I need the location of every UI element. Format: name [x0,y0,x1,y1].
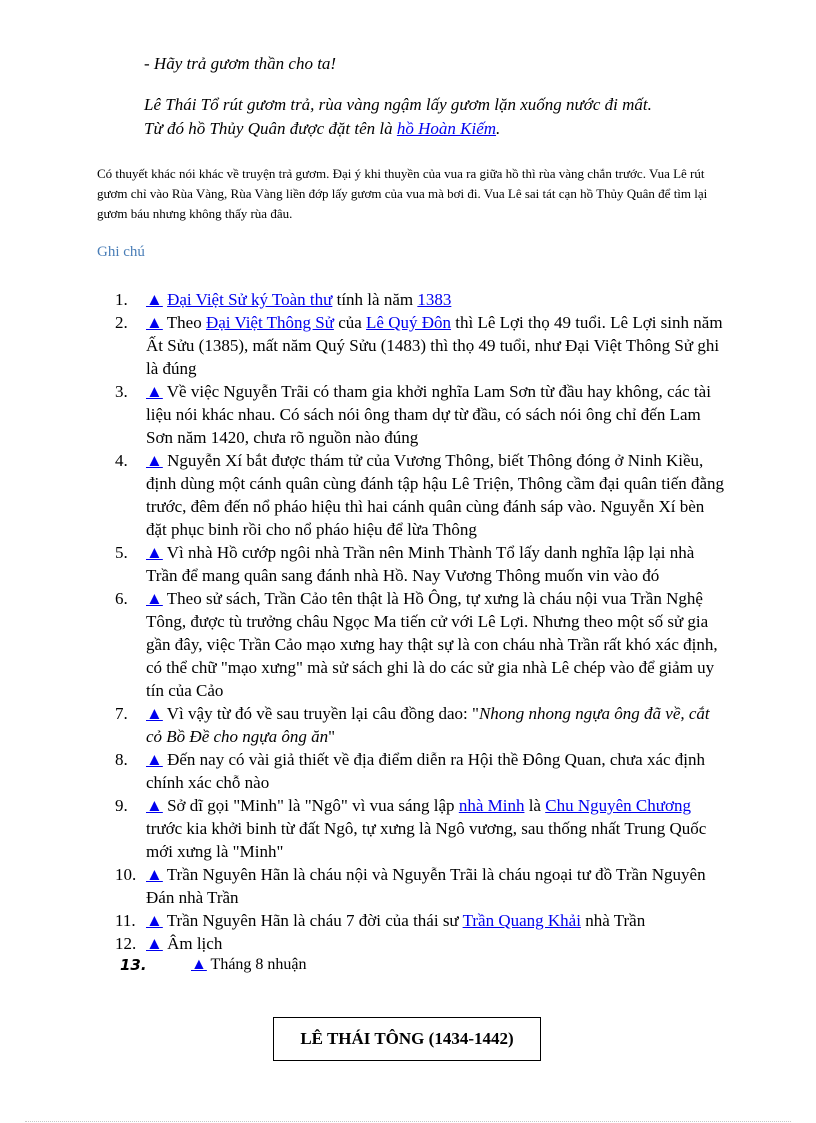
note-text: Âm lịch [162,934,223,953]
note-12 [115,932,725,955]
note-number: 3. [115,382,128,401]
page-bottom-divider [25,1121,791,1122]
section-title-box: LÊ THÁI TÔNG (1434-1442) [273,1017,541,1061]
note-2 [115,311,725,380]
back-arrow-icon[interactable]: ▲ [146,934,163,953]
note-text: Về việc Nguyễn Trãi có tham gia khởi nghĩa Lam Sơn từ đầu hay không, các tài liệu nói khác nhau. Có sách nói ông tham dự từ đầu, có sách nói ông chỉ đến Lam Sơn năm 1420, chưa rõ nguồn nào đúng [146,382,711,447]
note-number: 1. [115,290,128,309]
note-8 [115,748,725,794]
quote-text-c: . [496,119,501,138]
back-arrow-icon[interactable]: ▲ [146,313,163,332]
quote-line-1: - Hãy trả gươm thần cho ta! [144,54,337,73]
note-text: Sở dĩ gọi "Minh" là "Ngô" vì vua sáng lập [162,796,459,815]
note-1 [115,288,725,311]
back-arrow-icon[interactable]: ▲ [146,290,163,309]
note-number: 11. [115,911,136,930]
note-number: 10. [115,865,137,884]
note-number: 12. [115,934,137,953]
note-7 [115,702,725,748]
back-arrow-icon[interactable]: ▲ [191,956,207,973]
link-dai-viet-su-ky[interactable]: Đại Việt Sử ký Toàn thư [167,290,333,309]
link-dai-viet-thong-su[interactable]: Đại Việt Thông Sử [205,313,334,332]
quote-text-a: Lê Thái Tổ rút gươm trả, rùa vàng ngậm lấy gươm lặn xuống nước đi mất. [144,95,652,114]
note-number: 7. [115,704,128,723]
back-arrow-icon[interactable]: ▲ [146,704,163,723]
note-number: 5. [115,543,128,562]
note-text: Nguyễn Xí bắt được thám tử của Vương Thông, biết Thông đóng ở Ninh Kiều, định dùng một cánh quân cùng đánh tập hậu Lê Triện, Thông cầm đại quân tiến đằng trước, đêm đến nổ pháo hiệu thì hai cánh quân cùng đánh sáp vào. Nguyễn Xí bèn đặt phục binh rồi cho nổ pháo hiệu để lừa Thông [146,451,725,539]
link-chu-nguyen-chuong[interactable]: Chu Nguyên Chương [545,796,691,815]
note-number: 4. [115,451,128,470]
note-11 [115,909,725,932]
back-arrow-icon[interactable]: ▲ [146,451,163,470]
back-arrow-icon[interactable]: ▲ [146,382,163,401]
note-5 [115,541,725,587]
note-number: 2. [115,313,128,332]
note-text: Vì nhà Hồ cướp ngôi nhà Trần nên Minh Thành Tổ lấy danh nghĩa lập lại nhà Trần để mang quân sang đánh nhà Hồ. Nay Vương Thông muốn vin vào đó [146,543,695,585]
note-text: nhà Trần [580,911,646,930]
back-arrow-icon[interactable]: ▲ [146,865,163,884]
note-number: 8. [115,750,128,769]
note-9 [115,794,725,863]
note-text: Trần Nguyên Hãn là cháu nội và Nguyễn Trãi là cháu ngoại tư đồ Trần Nguyên Đán nhà Trần [146,865,706,907]
note-number: 9. [115,796,128,815]
note-number: 6. [115,589,128,608]
note-text: Tháng 8 nhuận [206,956,307,973]
note-text: Vì vậy từ đó về sau truyền lại câu đồng dao: " [162,704,479,723]
note-10 [115,863,725,909]
note-text: của [333,313,367,332]
link-tran-quang-khai[interactable]: Trần Quang Khải [462,911,581,930]
back-arrow-icon[interactable]: ▲ [146,911,163,930]
notes-list [115,288,725,955]
note-text: trước kia khởi binh từ đất Ngô, tự xưng là Ngô vương, sau thống nhất Trung Quốc mới xưng là "Minh" [146,819,707,861]
note-text: Trần Nguyên Hãn là cháu 7 đời của thái sư [162,911,463,930]
note-4 [115,449,725,541]
sword-legend-paragraph: Có thuyết khác nói khác về truyện trả gươm. Đại ý khi thuyền của vua ra giữa hồ thì rùa vàng chắn trước. Vua Lê rút gươm chỉ vào Rùa Vàng, Rùa Vàng liền đớp lấy gươm của vua mà bơi đi. Vua Lê sai tát cạn hồ Thủy Quân để tìm lại gươm báu nhưng không thấy rùa đâu. [97,166,708,221]
note-text: " [328,727,336,746]
note-text: Theo [162,313,206,332]
link-nha-minh[interactable]: nhà Minh [458,796,525,815]
note-3 [115,380,725,449]
folk-rhyme: Nhong nhong ngựa ông đã về, cắt cỏ Bồ Đề cho ngựa ông ăn [146,704,710,746]
quote-text-b: Từ đó hồ Thủy Quân được đặt tên là [144,119,397,138]
note-text: là [524,796,546,815]
note-text: thì Lê Lợi thọ 49 tuổi. Lê Lợi sinh năm Ất Sửu (1385), mất năm Quý Sửu (1483) thì thọ 49 tuổi, như Đại Việt Thông Sử ghi là đúng [146,313,723,378]
quote-line-2 [144,93,784,141]
note-text: tính là năm [332,290,418,309]
link-ho-hoan-kiem[interactable]: hồ Hoàn Kiếm [396,119,497,138]
note-number: 13. [120,956,147,974]
note-text: Đến nay có vài giả thiết về địa điểm diễn ra Hội thề Đông Quan, chưa xác định chính xác chỗ nào [146,750,706,792]
back-arrow-icon[interactable]: ▲ [146,589,163,608]
back-arrow-icon[interactable]: ▲ [146,796,163,815]
link-1383[interactable]: 1383 [417,290,452,309]
notes-heading: Ghi chú [97,244,145,260]
link-le-quy-don[interactable]: Lê Quý Đôn [366,313,452,332]
note-text: Theo sử sách, Trần Cảo tên thật là Hồ Ông, tự xưng là cháu nội vua Trần Nghệ Tông, được tù trưởng châu Ngọc Ma tiến cử với Lê Lợi. Nhưng theo một số sử gia gần đây, việc Trần Cảo mạo xưng hay thật sự là con cháu nhà Trần rất khó xác định, có thể chữ "mạo xưng" mà sử sách ghi là do các sử gia nhà Lê chép vào để giảm uy tín của Cảo [146,589,718,700]
note-6 [115,587,725,702]
back-arrow-icon[interactable]: ▲ [146,543,163,562]
back-arrow-icon[interactable]: ▲ [146,750,163,769]
